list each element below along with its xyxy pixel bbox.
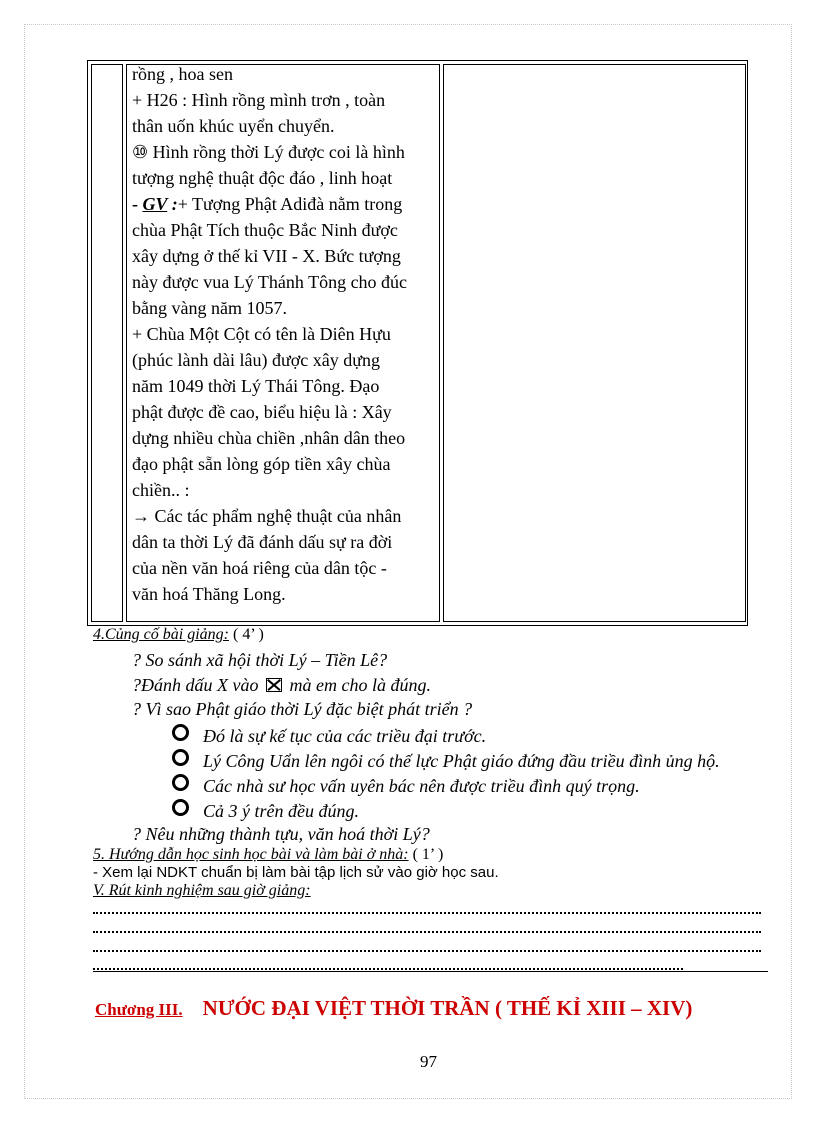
gv-label: GV xyxy=(142,194,168,214)
page-number: 97 xyxy=(420,1052,437,1071)
option-text: Lý Công Uẩn lên ngôi có thế lực Phật giáo đứng đầu triều đình ủng hộ. xyxy=(203,751,720,771)
section-5-instruction: - Xem lại NDKT chuẩn bị làm bài tập lịch sử vào giờ học sau. xyxy=(93,864,499,881)
table-line: tượng nghệ thuật độc đáo , linh hoạt xyxy=(132,168,393,188)
section-5-title: 5. Hướng dẫn học sinh học bài và làm bài ở nhà: xyxy=(93,846,409,863)
option-text: Các nhà sư học vấn uyên bác nên được triều đình quý trọng. xyxy=(203,776,640,796)
circle-bullet-icon xyxy=(172,799,189,816)
table-line: (phúc lành dài lâu) được xây dựng xyxy=(132,350,380,370)
option-text: Cả 3 ý trên đều đúng. xyxy=(203,801,359,821)
table-line: ⑩ Hình rồng thời Lý được coi là hình xyxy=(132,142,405,162)
lesson-table xyxy=(87,60,748,626)
dotted-line xyxy=(93,912,761,916)
section-6-title: V. Rút kinh nghiệm sau giờ giảng: xyxy=(93,882,311,899)
checkbox-x-icon xyxy=(266,678,282,692)
table-line: của nền văn hoá riêng của dân tộc - xyxy=(132,558,387,578)
question-1: ? So sánh xã hội thời Lý – Tiền Lê? xyxy=(132,650,388,670)
option-item xyxy=(172,799,359,822)
table-line: xây dựng ở thế kỉ VII - X. Bức tượng xyxy=(132,246,401,266)
circle-bullet-icon xyxy=(172,774,189,791)
section-4-heading xyxy=(93,626,264,644)
gv-separator: : xyxy=(167,194,178,214)
dotted-line xyxy=(93,931,761,935)
table-line-gv xyxy=(132,191,436,217)
chapter-title: NƯỚC ĐẠI VIỆT THỜI TRẦN ( THẾ KỈ XIII – XIV) xyxy=(202,996,693,1020)
table-line: dân ta thời Lý đã đánh dấu sự ra đời xyxy=(132,532,393,552)
section-4-title: 4.Củng cố bài giảng: xyxy=(93,626,229,643)
option-item xyxy=(172,724,486,747)
gv-prefix: - xyxy=(132,194,143,214)
section-5-heading xyxy=(93,846,443,864)
dotted-line xyxy=(93,950,761,954)
table-line: phật được đề cao, biểu hiệu là : Xây xyxy=(132,402,392,422)
question-2 xyxy=(132,675,431,696)
question-2-after: mà em cho là đúng. xyxy=(289,675,431,695)
circle-bullet-icon xyxy=(172,749,189,766)
table-line: năm 1049 thời Lý Thái Tông. Đạo xyxy=(132,376,380,396)
table-line: + Chùa Một Cột có tên là Diên Hựu xyxy=(132,324,391,344)
table-column-index xyxy=(91,64,123,622)
chapter-label: Chương III. xyxy=(95,1000,183,1019)
table-line: này được vua Lý Thánh Tông cho đúc xyxy=(132,272,408,292)
table-line: + Tượng Phật Adiđà nằm trong xyxy=(177,194,403,214)
table-line: rồng , hoa sen xyxy=(132,64,233,84)
table-line: văn hoá Thăng Long. xyxy=(132,584,286,604)
circle-bullet-icon xyxy=(172,724,189,741)
option-item xyxy=(172,749,720,772)
section-4-time: ( 4’ ) xyxy=(229,626,264,643)
table-line: đạo phật sẵn lòng góp tiền xây chùa xyxy=(132,454,391,474)
table-content-text xyxy=(132,61,436,607)
table-line: → Các tác phẩm nghệ thuật của nhân xyxy=(132,506,402,526)
chapter-heading xyxy=(95,996,692,1021)
table-line: bằng vàng năm 1057. xyxy=(132,298,287,318)
option-text: Đó là sự kế tục của các triều đại trước. xyxy=(203,726,487,746)
table-line: chiền.. : xyxy=(132,480,190,500)
table-line: chùa Phật Tích thuộc Bắc Ninh được xyxy=(132,220,398,240)
table-line: thân uốn khúc uyển chuyển. xyxy=(132,116,335,136)
table-column-notes xyxy=(443,64,746,622)
question-2-before: ?Đánh dấu X vào xyxy=(132,675,259,695)
section-6-heading xyxy=(93,882,311,900)
divider-rule xyxy=(93,971,768,972)
question-3: ? Vì sao Phật giáo thời Lý đặc biệt phát triển ? xyxy=(132,699,473,719)
question-4: ? Nêu những thành tựu, văn hoá thời Lý? xyxy=(132,824,430,844)
table-line: + H26 : Hình rồng mình trơn , toàn xyxy=(132,90,386,110)
table-line: dựng nhiều chùa chiền ,nhân dân theo xyxy=(132,428,406,448)
option-item xyxy=(172,774,640,797)
section-5-time: ( 1’ ) xyxy=(408,846,444,863)
